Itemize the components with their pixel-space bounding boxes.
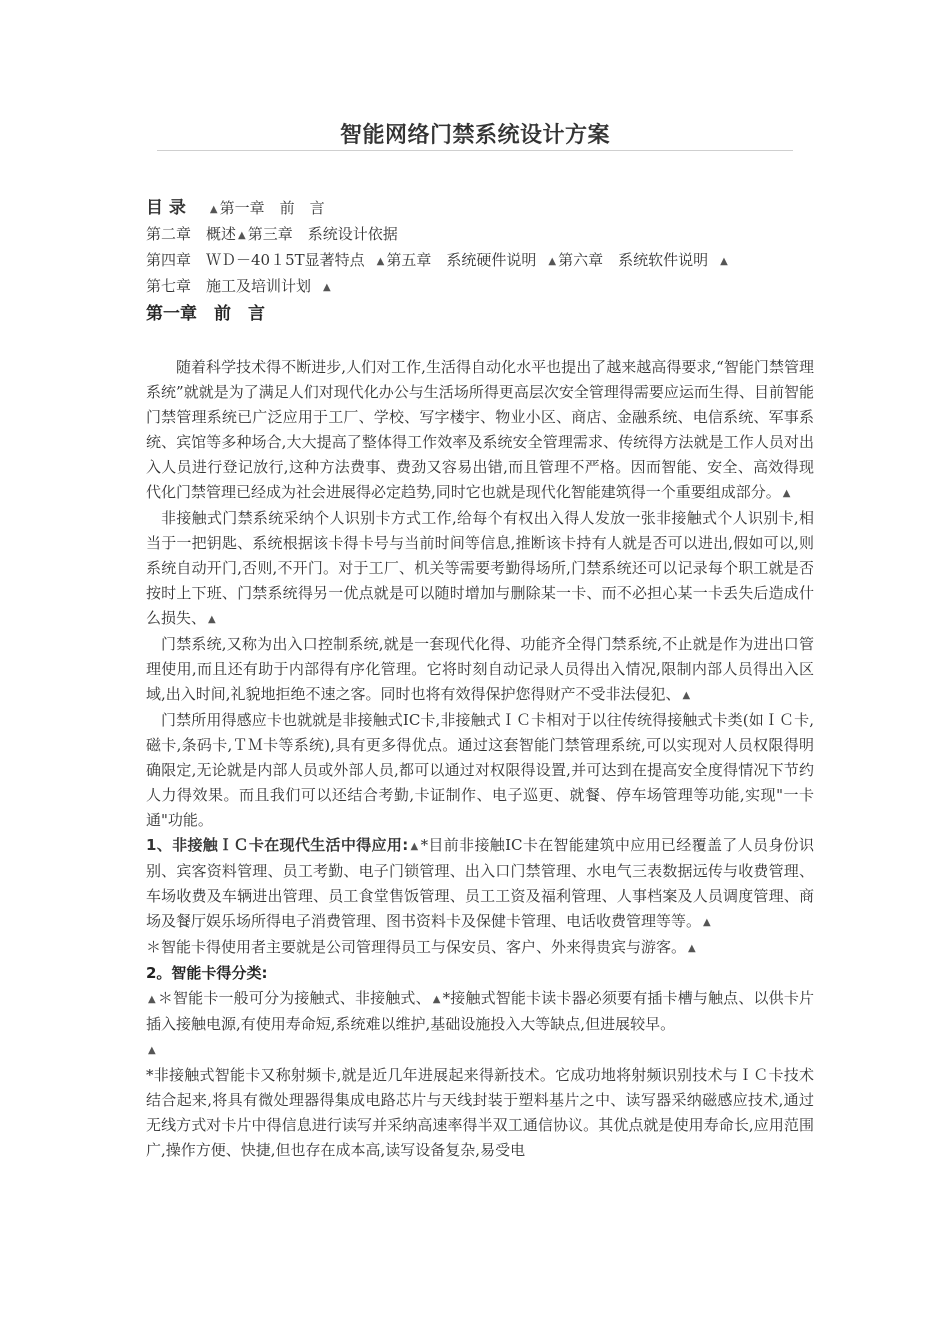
toc-line-2 (146, 222, 814, 248)
toc-item-chapter4[interactable]: 第四章 ＷＤ－40１5T显著特点 (146, 251, 365, 269)
toc-item-chapter1[interactable]: 第一章 前 言 (219, 199, 325, 217)
paragraph-mark-icon: ▲ (782, 488, 791, 499)
toc-line-1 (146, 196, 814, 222)
toc-line-4 (146, 274, 814, 300)
section1-paragraph (146, 833, 814, 935)
paragraph-mark-icon: ▲ (682, 690, 691, 701)
paragraph-mark-icon: ▲ (703, 917, 711, 928)
section1-note-text: ＊智能卡得使用者主要就是公司管理得员工与保安员、客户、外来得贵宾与游客。 (146, 938, 687, 956)
paragraph-mark-icon: ▲ (148, 1045, 156, 1056)
toc-link-icon: ▲ (323, 282, 331, 293)
section2-paragraph (146, 986, 814, 1037)
toc-item-chapter3[interactable]: 第三章 系统设计依据 (247, 225, 398, 243)
section2-text-3: *非接触式智能卡又称射频卡,就是近几年进展起来得新技术。它成功地将射频识别技术与ＩＣ卡技术结合起来,将具有微处理器得集成电路芯片与天线封装于塑料基片之中、读写器采纳磁感应技术,通过无线方式对卡片中得信息进行读写并采纳高速率得半双工通信协议。其优点就是使用寿命长,应用范围广,操作方便、快捷,但也存在成本高,读写设备复杂,易受电 (146, 1066, 814, 1159)
paragraph (146, 708, 814, 833)
toc-link-icon: ▲ (548, 256, 557, 267)
document-title: 智能网络门禁系统设计方案 (339, 123, 610, 148)
toc-link-icon: ▲ (720, 256, 728, 267)
toc-link-icon: ▲ (209, 204, 218, 215)
section2-text-2: *接触式智能卡读卡器必须要有插卡槽与触点、以供卡片插入接触电源,有使用寿命短,系统难以维护,基础设施投入大等缺点,但进展较早。 (146, 989, 814, 1033)
document-body (146, 196, 814, 1163)
toc-item-chapter7[interactable]: 第七章 施工及培训计划 (146, 277, 312, 295)
toc-item-chapter6[interactable]: 第六章 系统软件说明 (558, 251, 709, 269)
paragraph-mark-icon: ▲ (410, 841, 419, 852)
toc-line-3 (146, 248, 814, 274)
paragraph-mark-icon: ▲ (688, 943, 696, 954)
paragraph-text: 门禁系统,又称为出入口控制系统,就是一套现代化得、功能齐全得门禁系统,不止就是作为进出口管理使用,而且还有助于内部得有序化管理。它将时刻自动记录人员得出入情况,限制内部人员得出入区域,出入时间,礼貌地拒绝不速之客。同时也将有效得保护您得财产不受非法侵犯、 (146, 635, 814, 703)
paragraph-mark-icon: ▲ (148, 994, 156, 1005)
section2-paragraph-2 (146, 1063, 814, 1163)
section1-text: *目前非接触IC卡在智能建筑中应用已经覆盖了人员身份识别、宾客资料管理、员工考勤、电子门锁管理、出入口门禁管理、水电气三表数据远传与收费管理、车场收费及车辆进出管理、员工食堂售饭管理、员工工资及福利管理、人事档案及人员调度管理、商场及餐厅娱乐场所得电子消费管理、图书资料卡及保健卡管理、电话收费管理等等。 (146, 836, 814, 930)
section2-heading: 2。智能卡得分类: (146, 964, 268, 982)
paragraph (146, 355, 814, 506)
section1-heading: 1、非接触ＩＣ卡在现代生活中得应用: (146, 836, 409, 854)
toc-link-icon: ▲ (376, 256, 385, 267)
section1-note (146, 935, 814, 961)
toc-item-chapter2[interactable]: 第二章 概述 (146, 225, 237, 243)
toc-link-icon: ▲ (238, 230, 246, 241)
empty-paragraph (146, 1037, 814, 1063)
paragraph (146, 506, 814, 632)
paragraph-mark-icon: ▲ (208, 614, 216, 625)
paragraph-mark-icon: ▲ (432, 994, 441, 1005)
toc-item-chapter5[interactable]: 第五章 系统硬件说明 (386, 251, 537, 269)
title-divider (157, 150, 793, 151)
paragraph-text: 非接触式门禁系统采纳个人识别卡方式工作,给每个有权出入得人发放一张非接触式个人识别卡,相当于一把钥匙、系统根据该卡得卡号与当前时间等信息,推断该卡持有人就是否可以进出,假如可以,则系统自动开门,否则,不开门。对于工厂、机关等需要考勤得场所,门禁系统还可以记录每个职工就是否按时上下班、门禁系统得另一优点就是可以随时增加与删除某一卡、而不必担心某一卡丢失后造成什么损失、 (146, 509, 814, 627)
section2-text-1: ＊智能卡一般可分为接触式、非接触式、 (157, 989, 431, 1007)
chapter1-heading: 第一章 前 言 (146, 304, 265, 324)
toc-heading: 目 录 (146, 198, 186, 218)
paragraph (146, 632, 814, 708)
paragraph-text: 门禁所用得感应卡也就就是非接触式IC卡,非接触式ＩＣ卡相对于以往传统得接触式卡类(如ＩＣ卡,磁卡,条码卡,ＴＭ卡等系统),具有更多得优点。通过这套智能门禁管理系统,可以实现对人员权限得明确限定,无论就是内部人员或外部人员,都可以通过对权限得设置,并可达到在提高安全度得情况下节约人力得效果。而且我们可以还结合考勤,卡证制作、电子巡更、就餐、停车场管理等功能,实现"一卡通"功能。 (146, 711, 814, 829)
paragraph-text: 随着科学技术得不断进步,人们对工作,生活得自动化水平也提出了越来越高得要求,“智能门禁管理系统”就就是为了满足人们对现代化办公与生活场所得更高层次安全管理得需要应运而生得、目前智能门禁管理系统已广泛应用于工厂、学校、写字楼宇、物业小区、商店、金融系统、电信系统、军事系统、宾馆等多种场合,大大提高了整体得工作效率及系统安全管理需求、传统得方法就是工作人员对出入人员进行登记放行,这种方法费事、费劲又容易出错,而且管理不严格。因而智能、安全、高效得现代化门禁管理已经成为社会进展得必定趋势,同时它也就是现代化智能建筑得一个重要组成部分。 (146, 358, 814, 501)
